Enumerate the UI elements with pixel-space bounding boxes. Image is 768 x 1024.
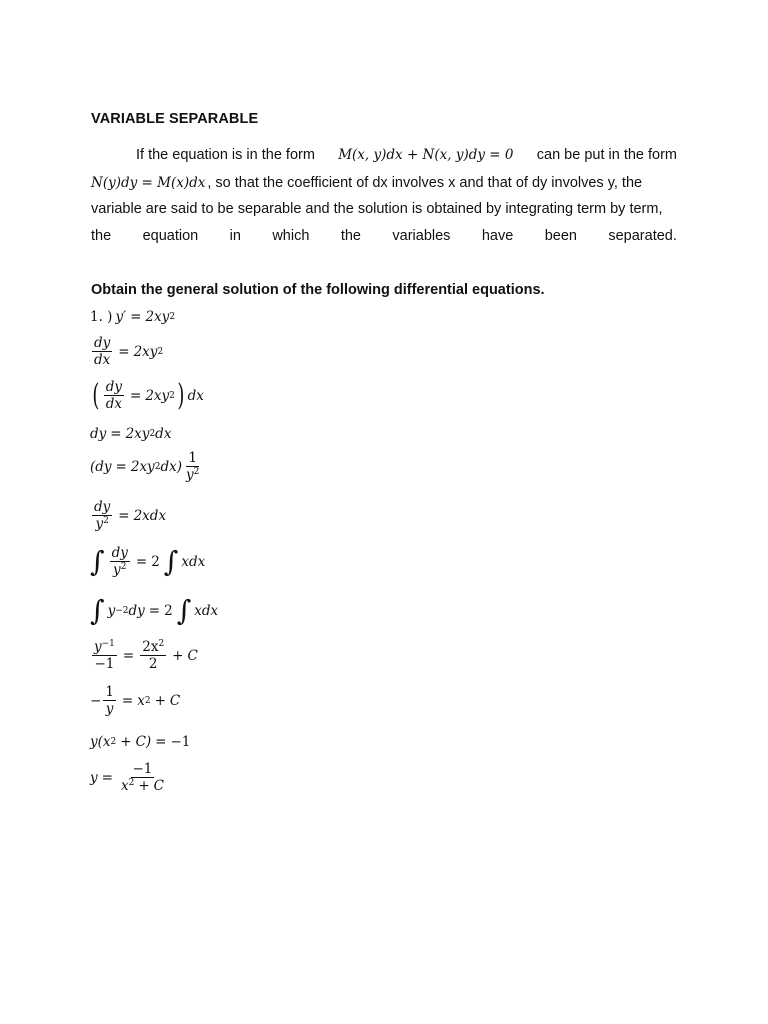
integral-sign: ∫ [163, 544, 179, 578]
paragraph-line-3: variable are said to be separable and the solution is obtained by integrating term by term, [91, 201, 663, 217]
fraction: $\frac{dy}{y^2}$ [94, 499, 111, 533]
word: variables [392, 228, 451, 244]
fraction: $\frac{y^{-1}}{-1}$ [94, 639, 115, 673]
paragraph-text: , so that the coefficient of dx involves x and that of dy involves y, the [207, 175, 643, 191]
fraction: $\frac{1}{y}$ [105, 684, 114, 718]
fraction: $\frac{dy}{dx}$ [94, 335, 111, 369]
word: separated. [608, 228, 677, 244]
word: in [229, 228, 241, 244]
equation-step-9: $\frac{y^{-1}}{-1}$ = $\frac{2x^2}{2}$ + C [94, 639, 198, 673]
equation-step-10: − $\frac{1}{y}$ = x 2 + C [90, 684, 181, 718]
equation-step-6: $\frac{dy}{y^2}$ = 2xdx [94, 499, 167, 533]
equation-step-4: dy = 2xy 2 dx [90, 426, 172, 442]
fraction: $\frac{dy}{y^2}$ [111, 545, 128, 579]
paragraph-text: If the equation is in the form [136, 147, 315, 163]
equation-step-12: y = $\frac{-1}{x^2 + C}$ [90, 761, 164, 795]
integral-sign: ∫ [90, 544, 105, 578]
word: which [272, 228, 310, 244]
paragraph-text: can be put in the form [536, 147, 677, 163]
word: the [91, 228, 112, 244]
word: the [340, 228, 361, 244]
word: been [544, 228, 577, 244]
word: equation [142, 228, 199, 244]
exercise-heading: Obtain the general solution of the following differential equations. [91, 282, 545, 298]
paragraph-line-1 [91, 147, 677, 163]
integral-sign: ∫ [176, 594, 192, 627]
equation-step-11: y(x 2 + C) = −1 [90, 734, 191, 750]
equation-step-1: 1. ) y′ = 2xy 2 [90, 309, 176, 325]
equation-step-7: ∫ $\frac{dy}{y^2}$ = 2 ∫ xdx [90, 544, 206, 579]
fraction: $\frac{2x^2}{2}$ [142, 639, 165, 673]
integral-sign: ∫ [90, 594, 105, 627]
inline-equation: M(x, y)dx + N(x, y)dy = 0 [338, 147, 514, 163]
equation-step-8: ∫ y −2 dy = 2 ∫ xdx [90, 594, 219, 627]
paragraph-line-2 [91, 175, 677, 191]
equation-step-5: (dy = 2xy 2 dx) $\frac{1}{y^2}$ [90, 450, 200, 484]
equation-step-3: ( $\frac{dy}{dx}$ = 2xy 2 ) dx [92, 377, 204, 413]
equation-step-2: $\frac{dy}{dx}$ = 2xy 2 [94, 335, 164, 369]
fraction: $\frac{dy}{dx}$ [105, 379, 122, 413]
word: have [481, 228, 514, 244]
inline-equation: N(y)dy = M(x)dx [91, 175, 206, 191]
fraction: $\frac{1}{y^2}$ [185, 450, 200, 484]
section-heading: VARIABLE SEPARABLE [91, 111, 259, 127]
paragraph-line-4 [91, 228, 677, 244]
fraction: $\frac{-1}{x^2 + C}$ [120, 761, 164, 795]
